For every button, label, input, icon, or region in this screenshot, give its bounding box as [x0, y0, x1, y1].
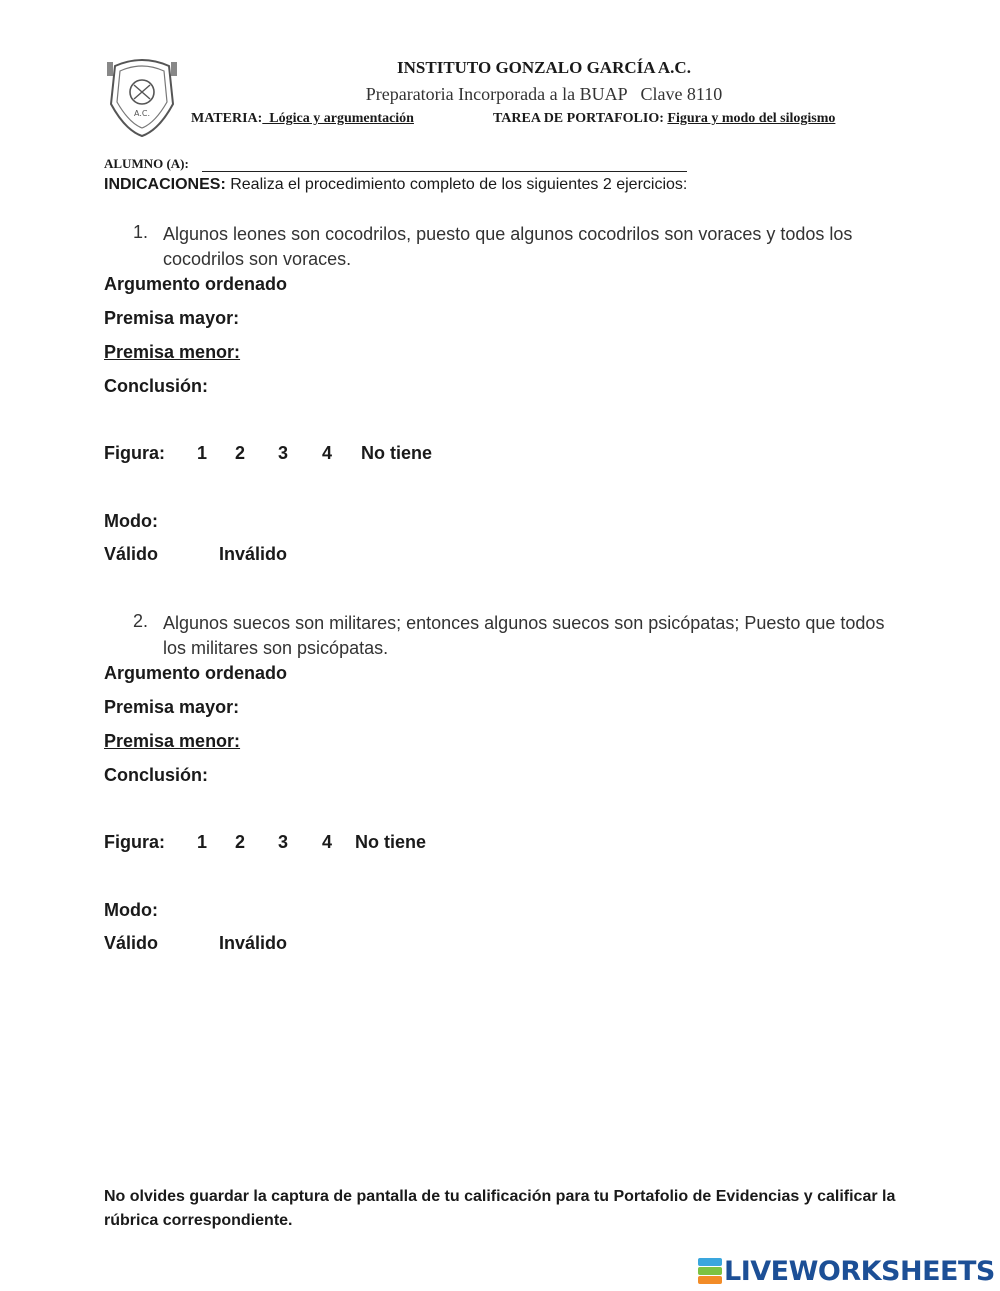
logo-block-top: [698, 1258, 722, 1266]
tarea-value: Figura y modo del silogismo: [667, 111, 836, 126]
indicaciones-text: Realiza el procedimiento completo de los siguientes 2 ejercicios:: [225, 176, 688, 193]
exercise-2-figura-option-2[interactable]: 2: [235, 832, 246, 852]
exercise-2-premisa-mayor: Premisa mayor:: [104, 697, 240, 717]
indicaciones-label: INDICACIONES:: [104, 176, 226, 193]
materia-value: Lógica y argumentación: [262, 111, 414, 126]
logo-block-middle: [698, 1267, 722, 1275]
exercise-2-text: Algunos suecos son militares; entonces algunos suecos son psicópatas; Puesto que todos los militares son psicópatas.: [163, 613, 885, 658]
exercise-2-modo: Modo:: [104, 900, 158, 920]
exercise-2-invalido[interactable]: Inválido: [219, 933, 288, 953]
exercise-1-figura-option-4[interactable]: 4: [322, 443, 333, 463]
exercise-1-premisa-menor: Premisa menor:: [104, 342, 241, 362]
exercise-2-argumento: Argumento ordenado: [104, 663, 287, 683]
exercise-1-premisa-mayor: Premisa mayor:: [104, 308, 240, 328]
svg-text:A.C.: A.C.: [133, 109, 151, 118]
exercise-1-text: Algunos leones son cocodrilos, puesto que algunos cocodrilos son voraces y todos los cocodrilos son voraces.: [163, 224, 853, 269]
exercise-2-figura-option-1[interactable]: 1: [197, 832, 208, 852]
exercise-2-number: 2.: [133, 611, 149, 631]
indicaciones: [104, 176, 687, 194]
tarea-label: TAREA DE PORTAFOLIO:: [493, 111, 664, 126]
exercise-2-figura-label: Figura:: [104, 832, 165, 852]
exercise-1-figura-option-1[interactable]: 1: [197, 443, 208, 463]
footer-note: No olvides guardar la captura de pantalla de tu calificación para tu Portafolio de Evidencias y calificar la rúbrica correspondiente.: [104, 1188, 896, 1229]
exercise-2-figura-option-4[interactable]: 4: [322, 832, 333, 852]
exercise-1-argumento: Argumento ordenado: [104, 274, 287, 294]
exercise-1-figura-option-2[interactable]: 2: [235, 443, 246, 463]
alumno-label: ALUMNO (A):: [104, 156, 189, 171]
exercise-1-figura-row: [104, 443, 432, 464]
exercise-1-number: 1.: [133, 222, 149, 242]
liveworksheets-brand[interactable]: [698, 1256, 995, 1286]
exercise-1-figura-label: Figura:: [104, 443, 165, 463]
logo-block-bottom: [698, 1276, 722, 1284]
exercise-1-figura-option-no-tiene[interactable]: No tiene: [361, 443, 433, 463]
exercise-1-modo: Modo:: [104, 511, 158, 531]
materia-label: MATERIA:: [191, 111, 263, 126]
exercise-2-figura-option-no-tiene[interactable]: No tiene: [355, 832, 427, 852]
exercise-2-premisa-menor: Premisa menor:: [104, 731, 241, 751]
tarea-line: [493, 111, 835, 127]
exercise-1-conclusion: Conclusión:: [104, 376, 208, 396]
exercise-2-figura-row: [104, 832, 426, 853]
exercise-2-conclusion: Conclusión:: [104, 765, 208, 785]
liveworksheets-logo-icon: [698, 1258, 722, 1284]
alumno-name-line[interactable]: [202, 171, 687, 172]
exercise-2-figura-option-3[interactable]: 3: [278, 832, 289, 852]
exercise-1-figura-option-3[interactable]: 3: [278, 443, 289, 463]
exercise-2-valido[interactable]: Válido: [104, 933, 159, 953]
school-name: INSTITUTO GONZALO GARCÍA A.C.: [397, 58, 691, 77]
exercise-1-invalido[interactable]: Inválido: [219, 544, 288, 564]
liveworksheets-wordmark: LIVEWORKSHEETS: [724, 1255, 995, 1287]
school-subtitle: Preparatoria Incorporada a la BUAP Clave 8110: [365, 84, 723, 104]
materia-line: [191, 111, 414, 127]
exercise-1-valido[interactable]: Válido: [104, 544, 159, 564]
